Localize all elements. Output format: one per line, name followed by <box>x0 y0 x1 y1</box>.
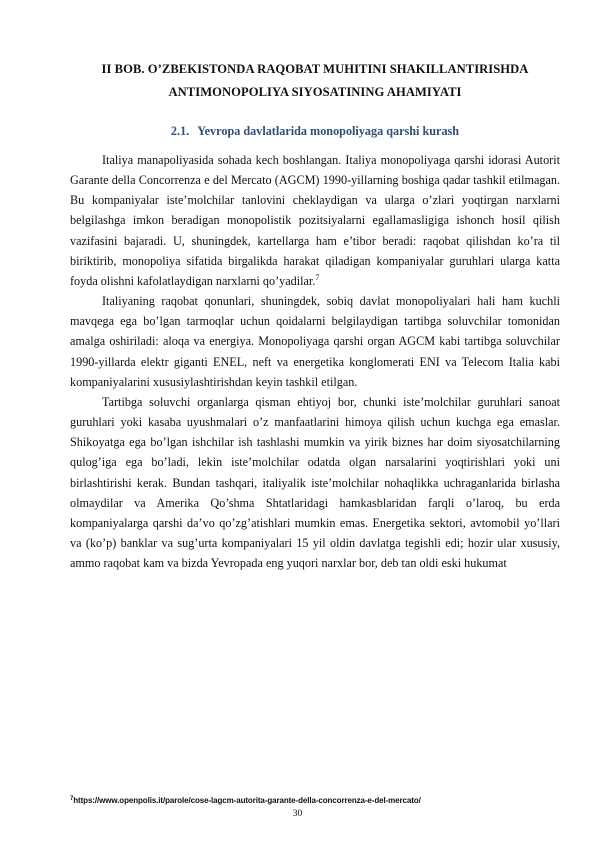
chapter-heading-line-2: ANTIMONOPOLIYA SIYOSATINING AHAMIYATI <box>168 85 462 99</box>
section-number: 2.1. <box>170 124 190 138</box>
paragraph-3 <box>70 392 560 573</box>
paragraph-1 <box>70 150 560 291</box>
paragraph-1-text: Italiya manapoliyasida sohada kech boshlangan. Italiya monopoliyaga qarshi idorasi Autorit Garante della Concorrenza e del Mercato (AGCM) 1990-yillarning boshiga qadar tashkil etilmagan. Bu kompaniyalar iste’molchilar tanlovini cheklaydigan va ularga o’zlari yoqtirgan narxlarni belgilashga imkon beradigan monopolistik pozitsiyalarni egallamasligiga ishonch hosil qilish vazifasini bajaradi. U, shuningdek, kartellarga ham e’tibor beradi: raqobat qilishdan ko’ra til biriktirib, monopoliya sifatida birgalikda harakat qiladigan kompaniyalar guruhlari ularga katta foyda olishni kafolatlaydigan narxlarni qo’yadilar. <box>70 153 560 288</box>
footnote-reference[interactable]: 7 <box>315 272 320 282</box>
paragraph-3-text: Tartibga soluvchi organlarga qisman ehtiyoj bor, chunki iste’molchilar guruhlari sanoat guruhlari yoki kasaba uyushmalari o’z manfaatlarini himoya qilish uchun kuchga ega emaslar. Shikoyatga ega bo’lgan ishchilar ish tashlashi mumkin va yirik biznes har doim siyosatchilarning qulog’iga ega bo’ladi, lekin iste’molchilar odatda olgan narsalarini yoqtirishlari yoki uni birlashtirishi kerak. Bundan tashqari, italiyalik iste’molchilar nohaqlikka uchraganlarida birlasha olmaydilar va Amerika Qo’shma Shtatlaridagi hamkasblaridan farqli o’laroq, bu erda kompaniyalarga qarshi da’vo qo’zg’atishlari mumkin emas. Energetika sektori, avtomobil yo’llari va (ko’p) banklar va sug’urta kompaniyalari 15 yil oldin davlatga tegishli edi; hozir ular xususiy, ammo raqobat kam va bizda Yevropada eng yuqori narxlar bor, deb tan oldi eski hukumat <box>70 394 560 571</box>
section-heading <box>70 121 560 141</box>
page-number: 30 <box>292 809 303 819</box>
chapter-heading <box>70 58 560 104</box>
footnote-url[interactable]: https://www.openpolis.it/parole/cose-lagcm-autorita-garante-della-concorrenza-e-del-mercato/ <box>73 796 421 805</box>
chapter-heading-line-1: II BOB. O’ZBEKISTONDA RAQOBAT MUHITINI SHAKILLANTIRISHDA <box>101 62 529 76</box>
footnote <box>70 796 560 806</box>
footnote-marker: 7 <box>70 796 74 802</box>
section-title: Yevropa davlatlarida monopoliyaga qarshi kurash <box>197 124 460 138</box>
body-text <box>70 150 560 573</box>
paragraph-2 <box>70 291 560 392</box>
paragraph-2-text: Italiyaning raqobat qonunlari, shuningdek, sobiq davlat monopoliyalari hali ham kuchli mavqega ega bo’lgan tarmoqlar uchun qoidalarni belgilaydigan tartibga soluvchilar tomonidan amalga oshiriladi: aloqa va energiya. Monopoliyaga qarshi organ AGCM kabi tartibga soluvchilar 1990-yillarda elektr giganti ENEL, neft va energetika konglomerati ENI va Telecom Italia kabi kompaniyalarini xususiylashtirishdan keyin tashkil etilgan. <box>70 294 560 389</box>
